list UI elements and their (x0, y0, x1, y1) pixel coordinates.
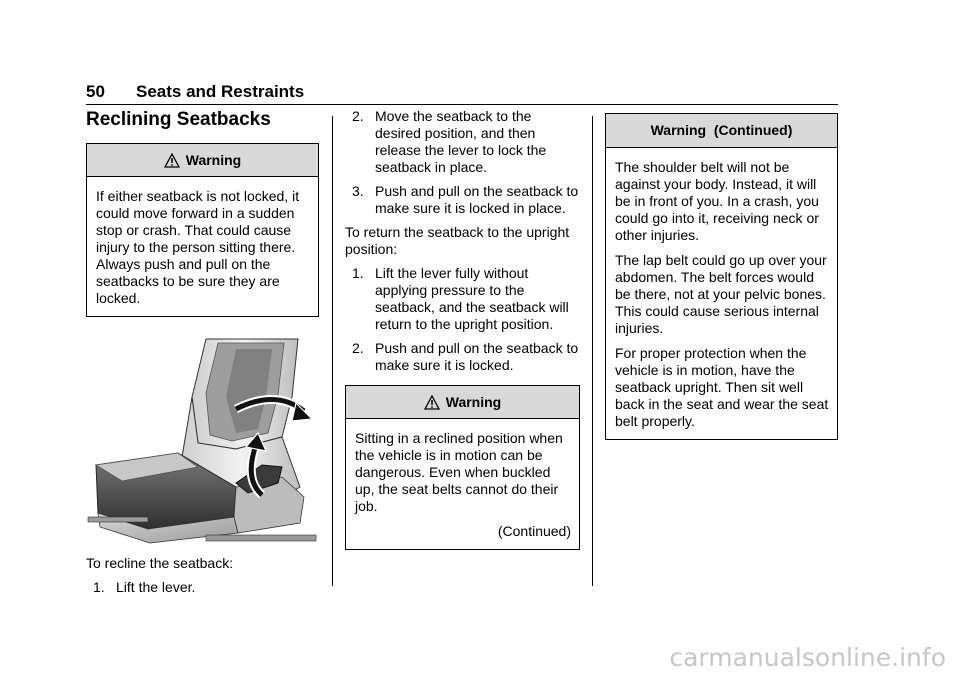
list-item: 3. Push and pull on the seatback to make sure it is locked in place. (352, 183, 579, 216)
page-header (86, 82, 838, 105)
continued-label: (Continued) (497, 523, 571, 539)
column-divider (592, 116, 593, 586)
warning-title: Warning (445, 393, 502, 410)
list-item: 2. Move the seatback to the desired position, and then release the lever to lock the seatback in place. (352, 108, 547, 175)
seat-illustration (86, 337, 319, 547)
list-item: 1. Lift the lever fully without applying pressure to the seatback, and the seatback will return to the upright position. (352, 265, 569, 332)
column-2 (345, 108, 580, 550)
warning-text: For proper protection when the vehicle is in motion, have the seatback upright. Then sit well back in the seat and wear the seat belt properly. (615, 345, 829, 429)
warning-text: If either seatback is not locked, it could move forward in a sudden stop or crash. That could cause injury to the person sitting there. Always push and pull on the seatbacks to be sure they are locked. (96, 188, 300, 306)
warning-header (87, 144, 318, 177)
warning-triangle-icon (424, 395, 440, 410)
warning-box (86, 143, 319, 317)
warning-box (345, 385, 580, 550)
warning-header (346, 386, 579, 419)
warning-text: Sitting in a reclined position when the vehicle is in motion can be dangerous. Even when buckled up, the seat belts cannot do their job. (355, 430, 563, 514)
warning-text: The lap belt could go up over your abdomen. The belt forces would be there, not at your pelvic bones. This could cause serious internal injuries. (615, 252, 827, 336)
recline-intro: To recline the seatback: (86, 555, 234, 571)
return-intro: To return the seatback to the upright position: (345, 224, 570, 257)
page-number: 50 (86, 82, 105, 101)
section-title: Seats and Restraints (136, 82, 305, 101)
column-1 (86, 108, 319, 603)
warning-header (606, 114, 837, 148)
column-3 (605, 113, 838, 440)
warning-title: Warning (185, 151, 242, 168)
list-item: 1. Lift the lever. (93, 579, 196, 595)
warning-text: The shoulder belt will not be against your body. Instead, it will be in front of you. In a crash, you could go into it, receiving neck or other injuries. (615, 159, 819, 243)
column-divider (332, 116, 333, 586)
warning-box (605, 113, 838, 440)
warning-title: Warning (Continued) (650, 122, 793, 138)
warning-triangle-icon (164, 153, 180, 168)
section-heading: Reclining Seatbacks (86, 109, 271, 130)
watermark: carmanualsonline.info (669, 643, 946, 672)
list-item: 2. Push and pull on the seatback to make sure it is locked. (352, 340, 579, 373)
